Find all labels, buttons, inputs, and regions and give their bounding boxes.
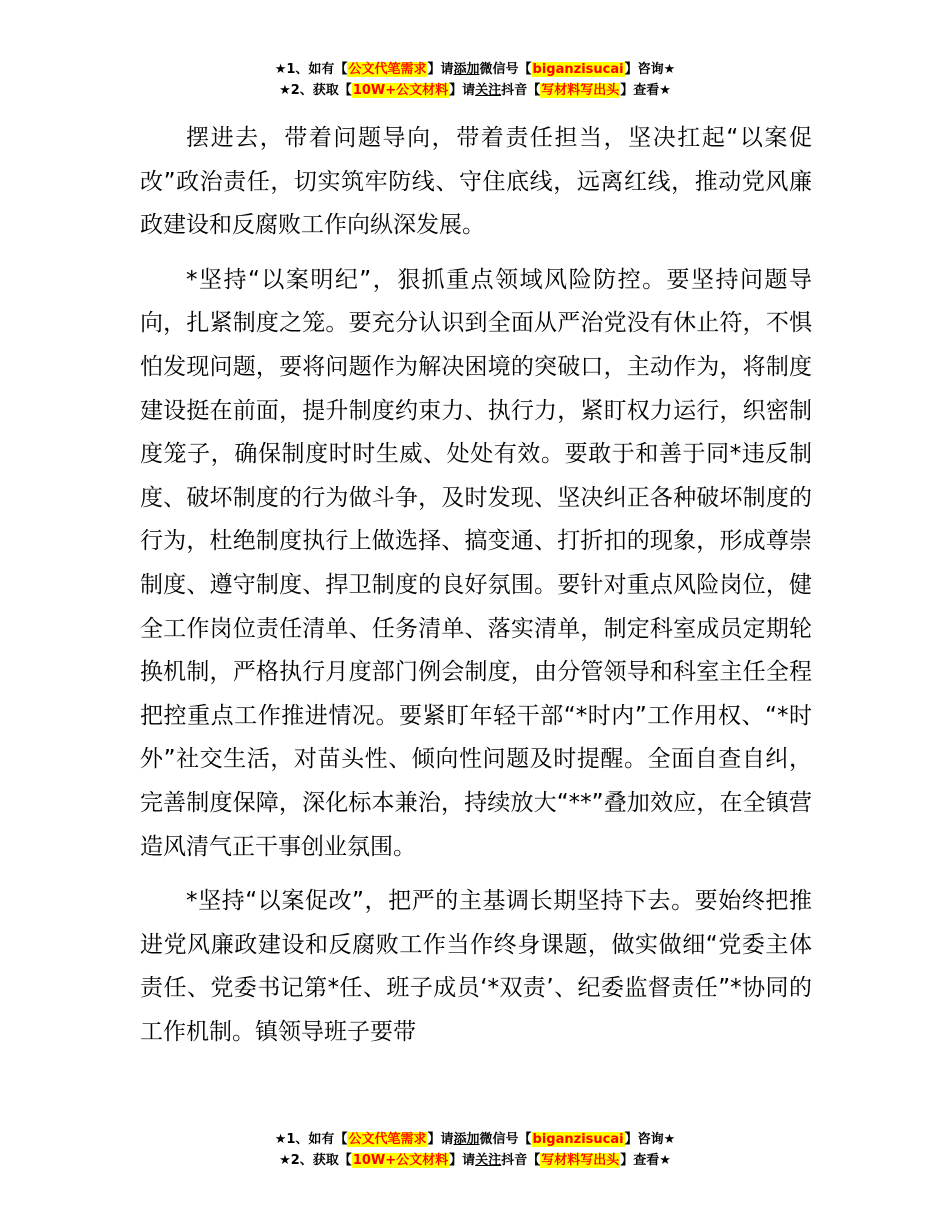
- banner-bracket: 【: [334, 62, 348, 77]
- banner-text: ★2、获取: [279, 1153, 339, 1168]
- banner-text: 抖音: [501, 1153, 528, 1168]
- highlight-service: 公文代笔需求: [348, 1132, 427, 1147]
- paragraph: 摆进去，带着问题导向，带着责任担当，坚决扛起“以案促改”政治责任，切实筑牢防线、守住底线，远离红线，推动党风廉政建设和反腐败工作向纵深发展。: [140, 125, 812, 239]
- banner-text: ★2、获取: [279, 83, 339, 98]
- banner-emphasis: 关注: [475, 83, 502, 98]
- banner-bracket: 【: [518, 62, 532, 77]
- banner-text: 请: [462, 83, 476, 98]
- paragraph: *坚持“以案促改”，把严的主基调长期坚持下去。要始终把推进党风廉政建设和反腐败工作当作终身课题，做实做细“党委主体责任、党委书记第*任、班子成员‘*双责’、纪委监督责任”*协同的工作机制。镇领导班子要带: [140, 888, 812, 1045]
- banner-text: 查看★: [633, 83, 671, 98]
- banner-text: 咨询★: [637, 62, 676, 77]
- banner-line-2: [0, 1150, 950, 1171]
- highlight-douyin-id: 写材料写出头: [541, 83, 620, 98]
- highlight-service: 公文代笔需求: [348, 62, 427, 77]
- banner-text: ★1、如有: [274, 62, 335, 77]
- banner-line-1: [0, 1129, 950, 1150]
- banner-text: 抖音: [501, 83, 528, 98]
- highlight-douyin-id: 写材料写出头: [541, 1153, 620, 1168]
- banner-bracket: 【: [527, 1153, 541, 1168]
- highlight-materials: 10W+公文材料: [352, 83, 449, 98]
- highlight-wechat-id: biganzisucai: [532, 62, 624, 77]
- banner-bracket: 】: [449, 83, 463, 98]
- banner-bracket: 】: [427, 1132, 441, 1147]
- banner-text: 请: [440, 1132, 454, 1147]
- banner-bracket: 】: [449, 1153, 463, 1168]
- banner-bracket: 【: [334, 1132, 348, 1147]
- banner-bracket: 【: [338, 1153, 352, 1168]
- highlight-materials: 10W+公文材料: [352, 1153, 449, 1168]
- banner-line-2: [0, 80, 950, 101]
- banner-text: 微信号: [479, 1132, 519, 1147]
- banner-bracket: 】: [624, 62, 638, 77]
- highlight-wechat-id: biganzisucai: [532, 1132, 624, 1147]
- banner-bracket: 【: [338, 83, 352, 98]
- banner-bracket: 】: [620, 1153, 634, 1168]
- banner-text: 请: [440, 62, 454, 77]
- banner-bracket: 【: [527, 83, 541, 98]
- banner-text: ★1、如有: [274, 1132, 335, 1147]
- banner-bracket: 】: [620, 83, 634, 98]
- banner-bracket: 】: [427, 62, 441, 77]
- banner-line-1: [0, 59, 950, 80]
- banner-bracket: 】: [624, 1132, 638, 1147]
- banner-text: 查看★: [633, 1153, 671, 1168]
- banner-emphasis: 关注: [475, 1153, 502, 1168]
- paragraph: *坚持“以案明纪”，狠抓重点领域风险防控。要坚持问题导向，扎紧制度之笼。要充分认识到全面从严治党没有休止符，不惧怕发现问题，要将问题作为解决困境的突破口，主动作为，将制度建设挺在前面，提升制度约束力、执行力，紧盯权力运行，织密制度笼子，确保制度时时生威、处处有效。要敢于和善于同*违反制度、破坏制度的行为做斗争，及时发现、坚决纠正各种破坏制度的行为，杜绝制度执行上做选择、搞变通、打折扣的现象，形成尊崇制度、遵守制度、捍卫制度的良好氛围。要针对重点风险岗位，健全工作岗位责任清单、任务清单、落实清单，制定科室成员定期轮换机制，严格执行月度部门例会制度，由分管领导和科室主任全程把控重点工作推进情况。要紧盯年轻干部“*时内”工作用权、“*时外”社交生活，对苗头性、倾向性问题及时提醒。全面自查自纠，完善制度保障，深化标本兼治，持续放大“**”叠加效应，在全镇营造风清气正干事创业氛围。: [140, 266, 812, 860]
- banner-bracket: 【: [518, 1132, 532, 1147]
- banner-text: 请: [462, 1153, 476, 1168]
- document-body: [140, 117, 812, 1065]
- header-banner: [0, 59, 950, 101]
- banner-emphasis: 添加: [453, 1132, 480, 1147]
- banner-text: 微信号: [479, 62, 519, 77]
- banner-text: 咨询★: [637, 1132, 676, 1147]
- footer-banner: [0, 1129, 950, 1171]
- banner-emphasis: 添加: [453, 62, 480, 77]
